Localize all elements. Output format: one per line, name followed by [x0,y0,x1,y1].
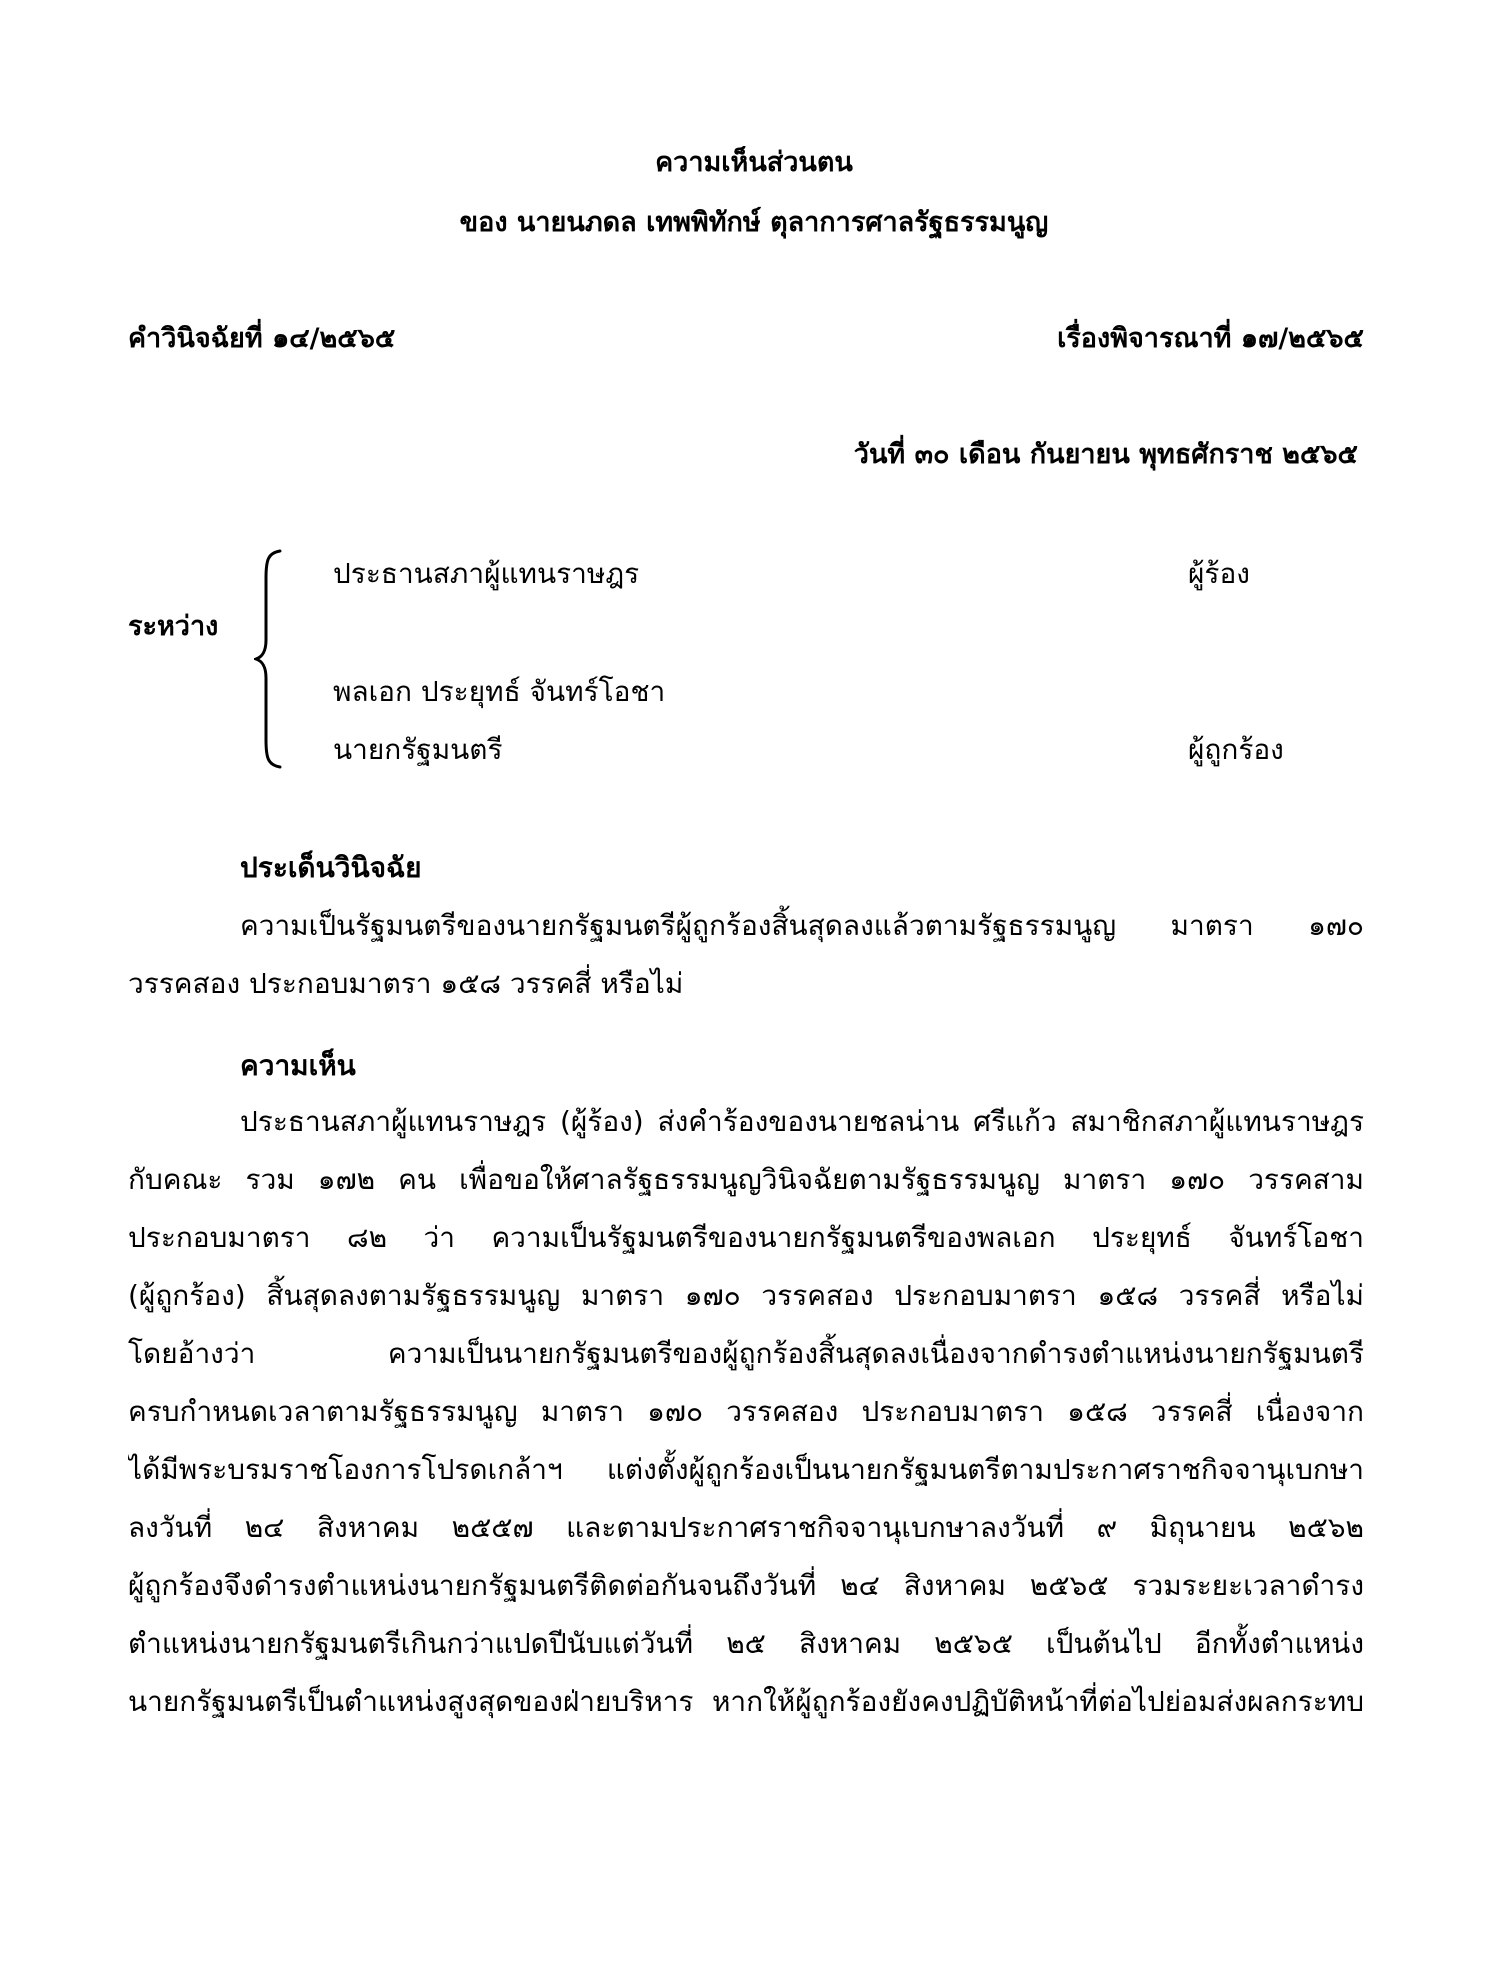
petitioner-role: ผู้ร้อง [1188,557,1250,590]
issue-line: วรรคสอง ประกอบมาตรา ๑๕๘ วรรคสี่ หรือไม่ [128,967,684,1000]
opinion-line: ครบกำหนดเวลาตามรัฐธรรมนูญ มาตรา ๑๗๐ วรรคสอง ประกอบมาตรา ๑๕๘ วรรคสี่ เนื่องจาก [128,1395,1364,1428]
document-date: วันที่ ๓๐ เดือน กันยายน พุทธศักราช ๒๕๖๕ [853,439,1358,470]
opinion-line: กับคณะ รวม ๑๗๒ คน เพื่อขอให้ศาลรัฐธรรมนูญวินิจฉัยตามรัฐธรรมนูญ มาตรา ๑๗๐ วรรคสาม [128,1163,1364,1196]
between-label: ระหว่าง [128,611,219,642]
respondent-role: ผู้ถูกร้อง [1188,733,1284,766]
opinion-line: (ผู้ถูกร้อง) สิ้นสุดลงตามรัฐธรรมนูญ มาตรา ๑๗๐ วรรคสอง ประกอบมาตรา ๑๕๘ วรรคสี่ หรือไม่ [128,1279,1364,1312]
opinion-line: ได้มีพระบรมราชโองการโปรดเกล้าฯ แต่งตั้งผู้ถูกร้องเป็นนายกรัฐมนตรีตามประกาศราชกิจจานุเบกษา [128,1453,1364,1486]
petitioner-name: ประธานสภาผู้แทนราษฎร [333,557,640,590]
opinion-line: ผู้ถูกร้องจึงดำรงตำแหน่งนายกรัฐมนตรีติดต่อกันจนถึงวันที่ ๒๔ สิงหาคม ๒๕๖๕ รวมระยะเวลาดำรง [128,1569,1364,1602]
issue-line: ความเป็นรัฐมนตรีของนายกรัฐมนตรีผู้ถูกร้องสิ้นสุดลงแล้วตามรัฐธรรมนูญ มาตรา ๑๗๐ [240,909,1364,942]
opinion-line: ประกอบมาตรา ๘๒ ว่า ความเป็นรัฐมนตรีของนายกรัฐมนตรีของพลเอก ประยุทธ์ จันทร์โอชา [128,1221,1364,1254]
document-title: ความเห็นส่วนตน [655,147,853,178]
opinion-line: โดยอ้างว่า ความเป็นนายกรัฐมนตรีของผู้ถูกร้องสิ้นสุดลงเนื่องจากดำรงตำแหน่งนายกรัฐมนตรี [128,1337,1364,1370]
issue-heading: ประเด็นวินิจฉัย [240,851,422,884]
respondent-name: พลเอก ประยุทธ์ จันทร์โอชา [333,675,666,708]
opinion-line: ลงวันที่ ๒๔ สิงหาคม ๒๕๕๗ และตามประกาศราชกิจจานุเบกษาลงวันที่ ๙ มิถุนายน ๒๕๖๒ [128,1511,1364,1544]
respondent-title: นายกรัฐมนตรี [333,733,503,766]
opinion-heading: ความเห็น [240,1049,356,1082]
curly-brace-icon [254,548,284,770]
opinion-line: ตำแหน่งนายกรัฐมนตรีเกินกว่าแปดปีนับแต่วันที่ ๒๕ สิงหาคม ๒๕๖๕ เป็นต้นไป อีกทั้งตำแหน่ง [128,1627,1364,1660]
opinion-line: ประธานสภาผู้แทนราษฎร (ผู้ร้อง) ส่งคำร้องของนายชลน่าน ศรีแก้ว สมาชิกสภาผู้แทนราษฎร [240,1105,1364,1138]
document-subtitle: ของ นายนภดล เทพพิทักษ์ ตุลาการศาลรัฐธรรมนูญ [459,207,1049,238]
ruling-number: คำวินิจฉัยที่ ๑๔/๒๕๖๕ [128,323,396,354]
case-number: เรื่องพิจารณาที่ ๑๗/๒๕๖๕ [1057,323,1364,354]
opinion-line: นายกรัฐมนตรีเป็นตำแหน่งสูงสุดของฝ่ายบริหาร หากให้ผู้ถูกร้องยังคงปฏิบัติหน้าที่ต่อไปย่อมส่งผลกระทบ [128,1685,1364,1718]
